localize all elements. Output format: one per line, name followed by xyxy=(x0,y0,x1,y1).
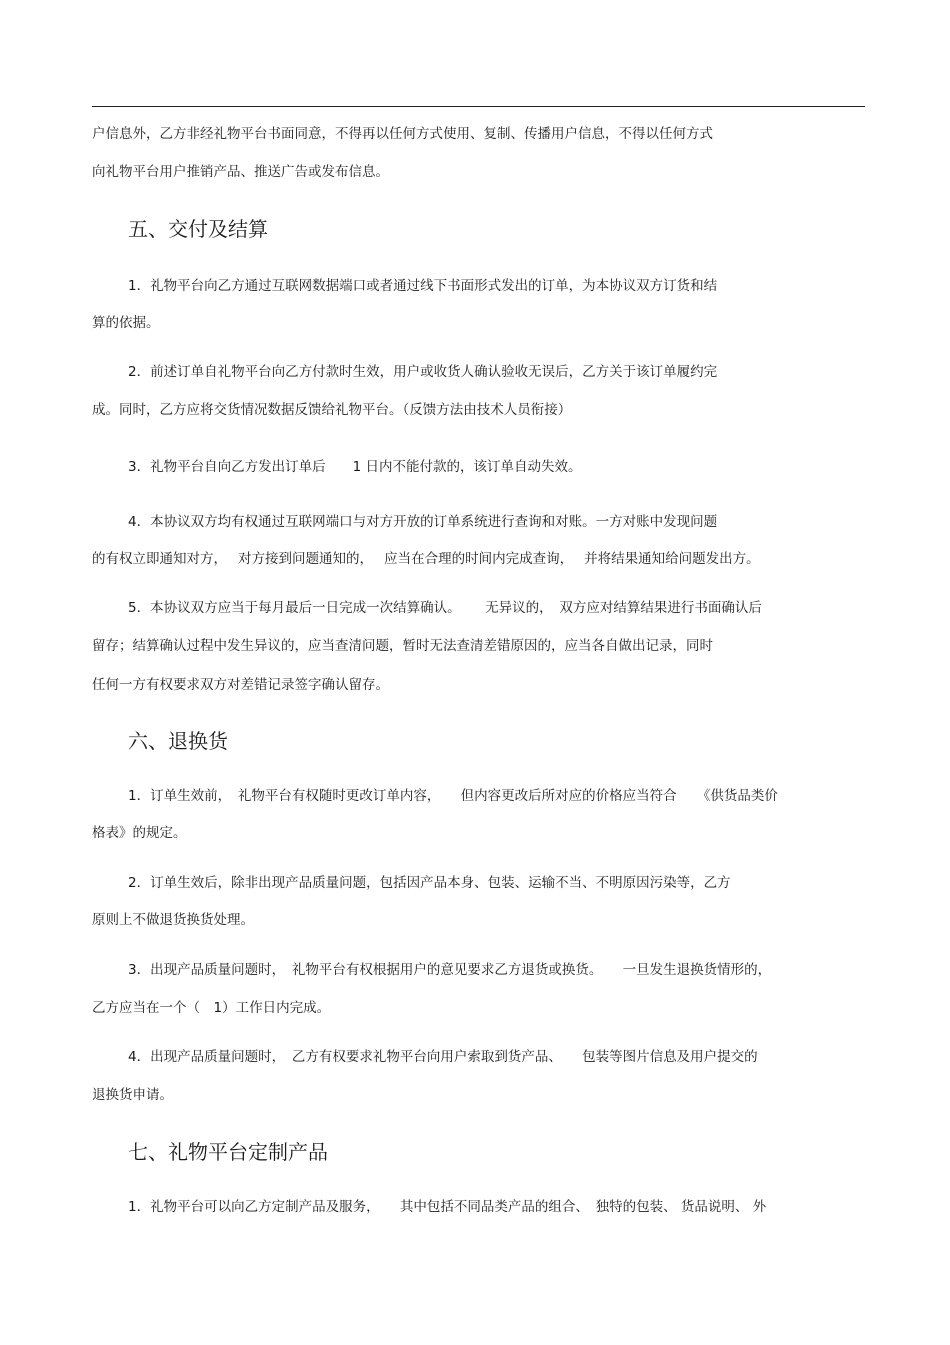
section-heading: 六、退换货 xyxy=(128,729,228,753)
clause-line: 4．出现产品质量问题时， 乙方有权要求礼物平台向用户索取到货产品、 包装等图片信息及用户提交的 xyxy=(128,1049,758,1065)
clause-line: 的有权立即通知对方， 对方接到问题通知的， 应当在合理的时间内完成查询， 并将结果通知给问题发出方。 xyxy=(92,551,760,567)
clause-line: 3．礼物平台自向乙方发出订单后 1 日内不能付款的，该订单自动失效。 xyxy=(128,459,582,475)
clause-line: 原则上不做退货换货处理。 xyxy=(92,912,254,928)
clause-line: 成。同时，乙方应将交货情况数据反馈给礼物平台。（反馈方法由技术人员衔接） xyxy=(92,402,572,418)
clause-line: 1．订单生效前， 礼物平台有权随时更改订单内容， 但内容更改后所对应的价格应当符合 《供货品类价 xyxy=(128,788,778,804)
clause-line: 4．本协议双方均有权通过互联网端口与对方开放的订单系统进行查询和对账。一方对账中发现问题 xyxy=(128,514,718,530)
clause-line: 留存；结算确认过程中发生异议的，应当查清问题，暂时无法查清差错原因的，应当各自做出记录，同时 xyxy=(92,638,713,654)
clause-line: 任何一方有权要求双方对差错记录签字确认留存。 xyxy=(92,677,389,693)
paragraph-line: 户信息外，乙方非经礼物平台书面同意，不得再以任何方式使用、复制、传播用户信息，不得以任何方式 xyxy=(92,126,713,142)
clause-line: 1．礼物平台向乙方通过互联网数据端口或者通过线下书面形式发出的订单，为本协议双方订货和结 xyxy=(128,278,718,294)
clause-line: 退换货申请。 xyxy=(92,1087,173,1103)
clause-line: 1．礼物平台可以向乙方定制产品及服务， 其中包括不同品类产品的组合、 独特的包装、 货品说明、 外 xyxy=(128,1199,767,1215)
clause-line: 2．前述订单自礼物平台向乙方付款时生效，用户或收货人确认验收无误后，乙方关于该订单履约完 xyxy=(128,364,718,380)
clause-line: 乙方应当在一个（ 1）工作日内完成。 xyxy=(92,1000,331,1016)
clause-line: 5．本协议双方应当于每月最后一日完成一次结算确认。 无异议的， 双方应对结算结果进行书面确认后 xyxy=(128,600,762,616)
clause-line: 格表》的规定。 xyxy=(92,825,187,841)
clause-line: 2．订单生效后，除非出现产品质量问题，包括因产品本身、包装、运输不当、不明原因污染等，乙方 xyxy=(128,875,731,891)
header-rule xyxy=(92,106,865,107)
clause-line: 算的依据。 xyxy=(92,315,160,331)
paragraph-line: 向礼物平台用户推销产品、推送广告或发布信息。 xyxy=(92,164,389,180)
section-heading: 七、礼物平台定制产品 xyxy=(128,1140,328,1164)
section-heading: 五、交付及结算 xyxy=(128,217,268,241)
clause-line: 3．出现产品质量问题时， 礼物平台有权根据用户的意见要求乙方退货或换货。 一旦发生退换货情形的， xyxy=(128,962,772,978)
